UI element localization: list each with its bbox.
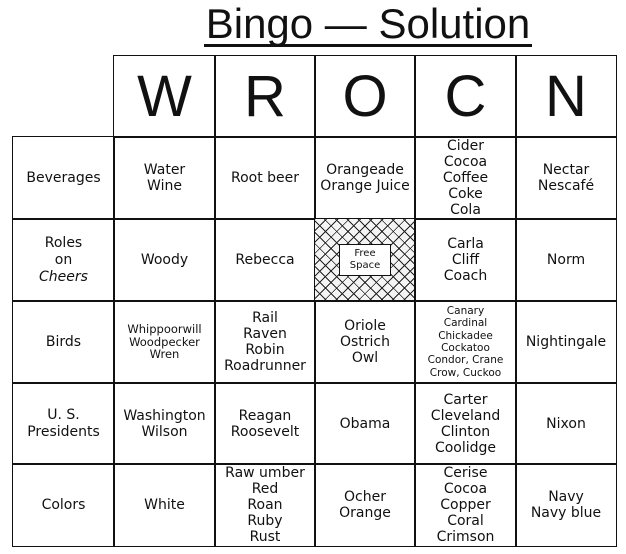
- cell-line: Nectar: [542, 162, 590, 178]
- bingo-cell: [314, 300, 416, 384]
- cell-line: Carla: [447, 236, 484, 252]
- cell-lines: [531, 489, 601, 521]
- bingo-cell: [113, 300, 216, 384]
- cell-lines: [225, 465, 305, 545]
- cell-line: Rail: [252, 310, 278, 326]
- column-header-o: O: [314, 55, 416, 138]
- cell-line: Cocoa: [443, 154, 488, 170]
- row-label: [12, 300, 115, 384]
- cell-line: Nightingale: [525, 334, 607, 350]
- cell-line: Roosevelt: [230, 423, 300, 440]
- column-header-c: C: [414, 55, 517, 138]
- cell-line: Copper: [440, 497, 491, 513]
- cell-line: Woodpecker: [129, 334, 200, 349]
- cell-line: Orange Juice: [320, 178, 410, 194]
- bingo-cell: [113, 463, 216, 547]
- cell-line: Owl: [351, 350, 379, 366]
- bingo-cell: [414, 463, 517, 547]
- cell-line: White: [144, 497, 185, 513]
- cell-lines: [235, 252, 294, 268]
- cell-line: Chickadee: [438, 329, 493, 342]
- bingo-cell: [414, 382, 517, 465]
- cell-line: Condor, Crane: [427, 354, 504, 367]
- cell-lines: [127, 323, 201, 361]
- bingo-cell: [515, 136, 617, 220]
- cell-line: Canary: [446, 305, 485, 318]
- row-label: [12, 218, 115, 302]
- cell-lines: [339, 489, 391, 521]
- cell-line: Coolidge: [434, 439, 497, 456]
- cell-lines: [39, 235, 88, 286]
- cell-lines: [444, 236, 488, 284]
- bingo-cell: [214, 463, 316, 547]
- cell-line: Carter: [443, 391, 488, 408]
- cell-lines: [144, 162, 185, 194]
- cell-line: Roan: [247, 497, 283, 513]
- cell-line: Orangeade: [326, 162, 404, 178]
- free-space-text: Free: [354, 248, 376, 259]
- cell-lines: [431, 392, 500, 456]
- bingo-cell: [214, 136, 316, 220]
- cell-line: Birds: [45, 333, 82, 350]
- row-label: [12, 382, 115, 465]
- free-space-label: [339, 244, 391, 276]
- bingo-cell: [414, 136, 517, 220]
- cell-lines: [141, 252, 188, 268]
- cell-line: Cleveland: [430, 407, 501, 424]
- cell-line: Navy blue: [530, 505, 602, 521]
- cell-lines: [144, 497, 185, 513]
- column-header-n: N: [515, 55, 617, 138]
- cell-line: Cockatoo: [441, 342, 490, 354]
- column-header-w: W: [113, 55, 216, 138]
- bingo-cell: [515, 218, 617, 302]
- cell-lines: [546, 416, 586, 432]
- bingo-cell: [314, 382, 416, 465]
- cell-line: Crow, Cuckoo: [429, 366, 502, 379]
- cell-lines: [231, 408, 299, 440]
- cell-lines: [547, 252, 585, 268]
- cell-line: Wilson: [141, 423, 188, 440]
- bingo-cell: [515, 463, 617, 547]
- cell-line: Orange: [339, 505, 391, 521]
- bingo-cell: [515, 300, 617, 384]
- cell-line: Reagan: [238, 407, 292, 424]
- cell-line: Nixon: [546, 415, 586, 432]
- bingo-cell: [113, 136, 216, 220]
- cell-line: Washington: [123, 407, 206, 424]
- cell-line: Water: [143, 162, 186, 178]
- bingo-cell: [414, 218, 517, 302]
- cell-lines: [340, 318, 390, 366]
- cell-line: Rust: [249, 529, 281, 545]
- cell-lines: [340, 416, 391, 432]
- cell-line: Root beer: [230, 170, 300, 186]
- bingo-cell: [214, 300, 316, 384]
- cell-lines: [27, 407, 100, 441]
- cell-line: Cheers: [39, 268, 88, 285]
- cell-line: Coffee: [442, 170, 489, 186]
- cell-line: Wine: [147, 178, 182, 194]
- cell-line: Cider: [447, 138, 484, 154]
- cell-lines: [428, 305, 504, 379]
- cell-line: Beverages: [26, 169, 101, 186]
- cell-line: U. S.: [47, 406, 80, 423]
- cell-line: Whippoorwill: [127, 322, 202, 337]
- cell-line: on: [54, 251, 73, 268]
- free-space-text: Space: [349, 260, 381, 271]
- bingo-cell: [113, 218, 216, 302]
- cell-line: Ruby: [247, 513, 283, 529]
- cell-lines: [320, 162, 409, 194]
- cell-lines: [123, 408, 205, 440]
- cell-line: Roles: [44, 234, 83, 251]
- cell-line: Oriole: [344, 318, 386, 334]
- cell-line: Colors: [41, 496, 86, 513]
- cell-line: Roadrunner: [224, 358, 306, 374]
- row-label: [12, 463, 115, 547]
- cell-line: Coach: [443, 268, 488, 284]
- bingo-cell: [214, 382, 316, 465]
- cell-line: Cerise: [443, 465, 488, 481]
- cell-line: Ostrich: [339, 334, 391, 350]
- cell-line: Rebecca: [235, 252, 295, 268]
- cell-line: Obama: [339, 415, 391, 432]
- bingo-cell: [314, 463, 416, 547]
- cell-line: Nescafé: [537, 178, 595, 194]
- cell-lines: [443, 138, 488, 218]
- row-label: [12, 136, 115, 220]
- cell-line: Coral: [447, 513, 484, 529]
- cell-line: Presidents: [27, 423, 100, 440]
- bingo-cell: [113, 382, 216, 465]
- free-space-cell: [314, 218, 416, 302]
- page-title-text: Bingo — Solution: [205, 0, 531, 47]
- cell-line: Cola: [450, 202, 481, 218]
- cell-line: Cliff: [451, 252, 480, 268]
- cell-line: Robin: [245, 342, 285, 358]
- cell-lines: [46, 334, 81, 351]
- bingo-cell: [414, 300, 517, 384]
- cell-line: Ocher: [344, 489, 386, 505]
- cell-line: Coke: [448, 186, 483, 202]
- cell-lines: [26, 170, 100, 187]
- cell-lines: [42, 497, 86, 514]
- bingo-cell: [314, 136, 416, 220]
- cell-line: Red: [251, 481, 279, 497]
- cell-line: Woody: [140, 252, 189, 268]
- cell-line: Clinton: [440, 423, 491, 440]
- bingo-cell: [515, 382, 617, 465]
- cell-line: Wren: [149, 347, 180, 362]
- bingo-cell: [214, 218, 316, 302]
- cell-lines: [538, 162, 594, 194]
- cell-line: Cardinal: [443, 317, 488, 330]
- cell-line: Navy: [548, 489, 584, 505]
- cell-line: Raw umber: [225, 465, 305, 481]
- cell-lines: [526, 334, 606, 350]
- cell-line: Cocoa: [443, 481, 488, 497]
- cell-lines: [437, 465, 495, 545]
- cell-line: Norm: [546, 252, 586, 268]
- cell-lines: [224, 310, 306, 374]
- cell-lines: [231, 170, 299, 186]
- column-header-r: R: [214, 55, 316, 138]
- cell-line: Crimson: [436, 529, 495, 545]
- cell-line: Raven: [243, 326, 287, 342]
